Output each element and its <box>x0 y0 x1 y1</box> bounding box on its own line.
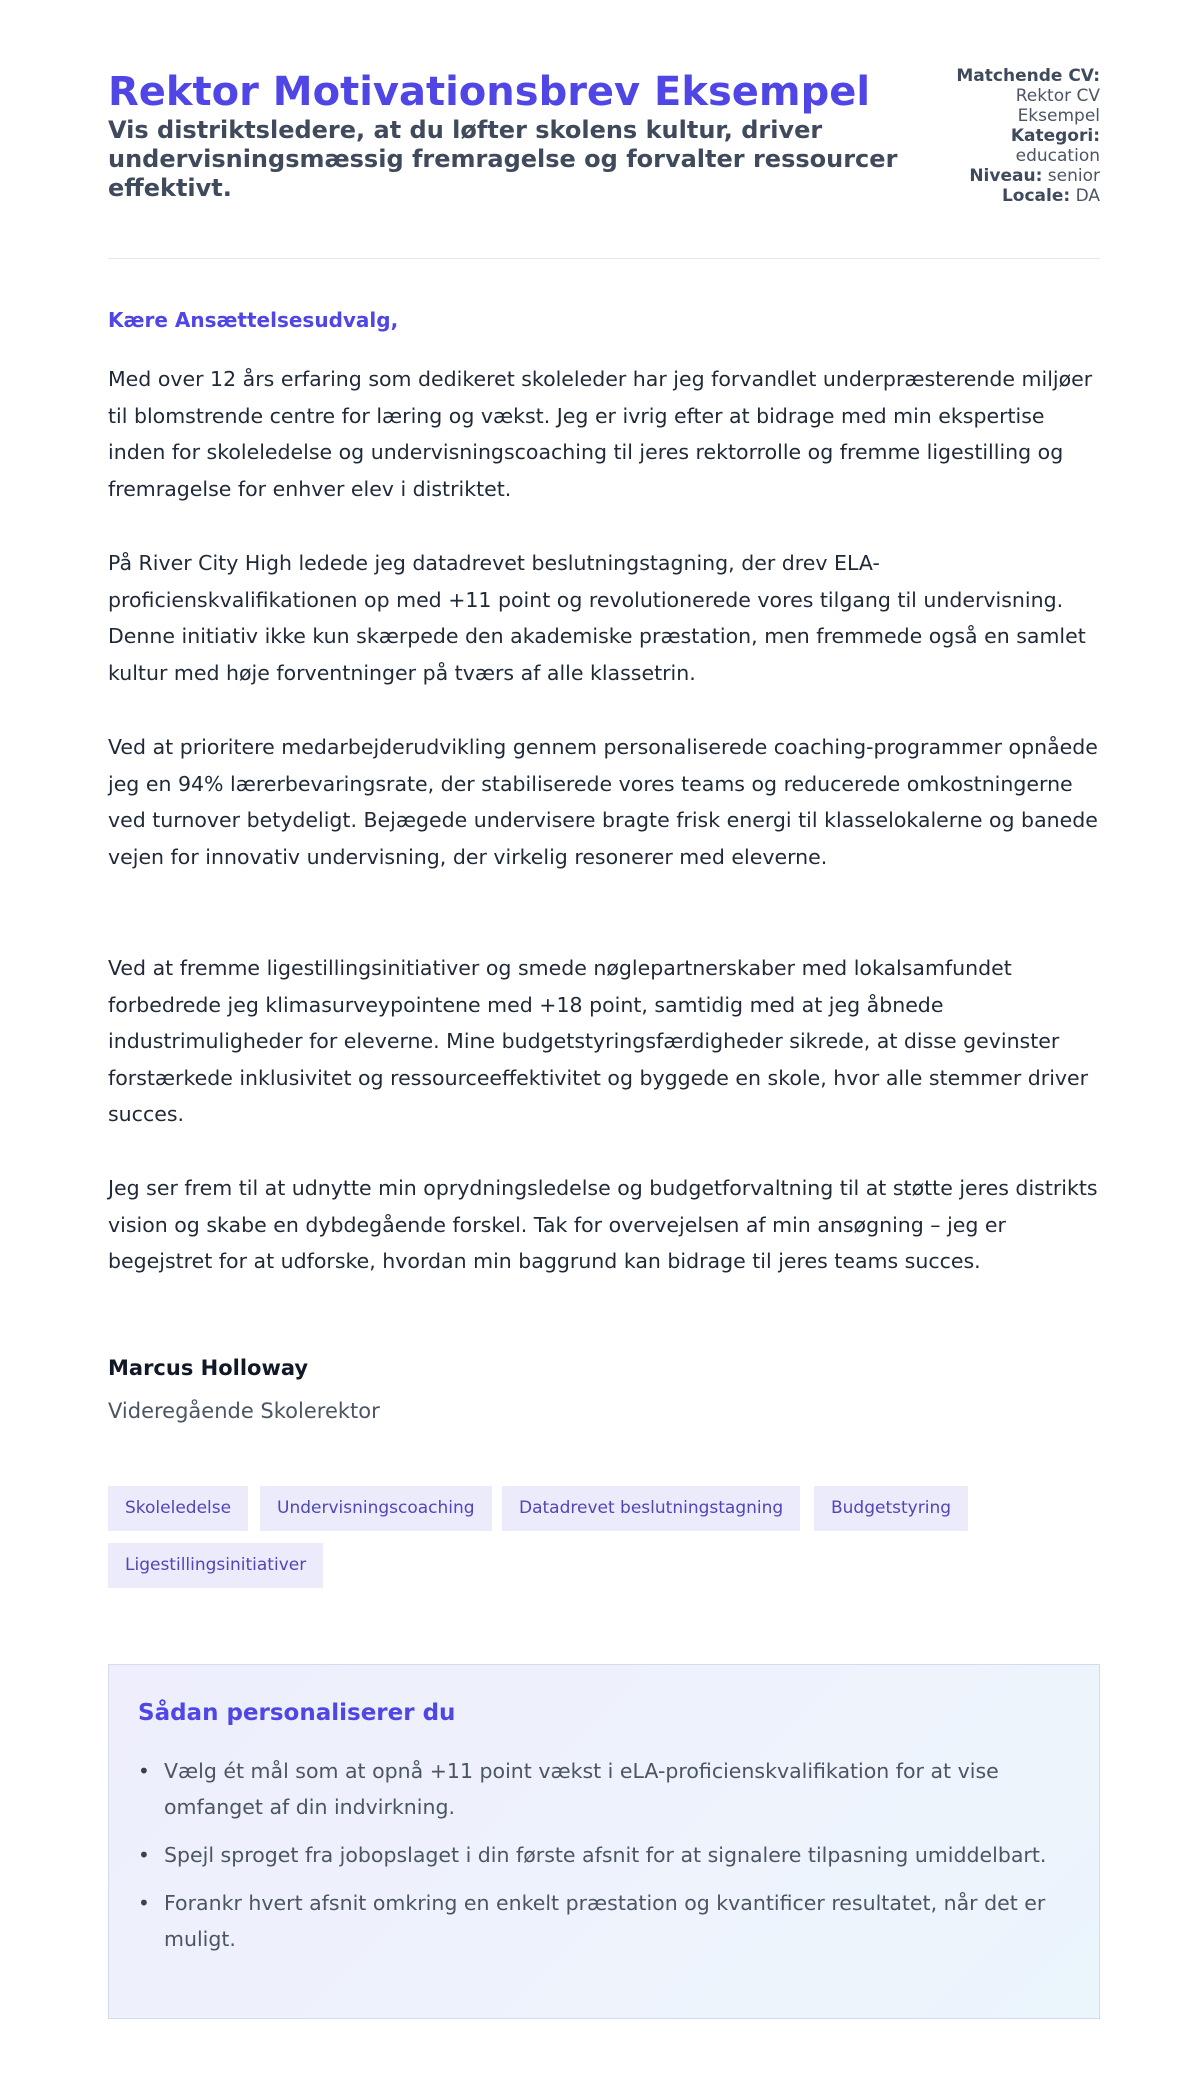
letter-paragraph-1: Med over 12 års erfaring som dedikeret skoleleder har jeg forvandlet underpræsterende miljøer til blomstrende centre for læring og vækst. Jeg er ivrig efter at bidrage med min ekspertise inden for skoleledelse og undervisningscoaching til jeres rektorrolle og fremme ligestilling og fremragelse for enhver elev i distriktet. <box>108 367 1093 501</box>
bullet-icon: • <box>138 1891 150 1915</box>
header-divider <box>108 258 1100 259</box>
letter-paragraph-3: Ved at prioritere medarbejderudvikling gennem personaliserede coaching-programmer opnåede jeg en 94% lærerbevaringsrate, der stabiliserede vores teams og reducerede omkostningerne ved turnover betydeligt. Bejægede undervisere bragte frisk energi til klasselokalerne og banede vejen for innovativ undervisning, der virkelig resonerer med eleverne. <box>108 735 1098 869</box>
tag-undervisningscoaching[interactable]: Undervisningscoaching <box>260 1486 492 1531</box>
locale-row <box>900 186 1100 206</box>
letter-paragraph-5: Jeg ser frem til at udnytte min oprydningsledelse og budgetforvaltning til at støtte jeres distrikts vision og skabe en dybdegående forskel. Tak for overvejelsen af min ansøgning – jeg er begejstret for at udforske, hvordan min baggrund kan bidrage til jeres teams succes. <box>108 1176 1098 1273</box>
level-row <box>900 166 1100 186</box>
bullet-icon: • <box>138 1843 150 1867</box>
tips-list <box>138 1753 1068 1969</box>
tip-text: Spejl sproget fra jobopslaget i din første afsnit for at signalere tilpasning umiddelbart. <box>164 1843 1047 1867</box>
tip-item <box>138 1837 1068 1873</box>
category-value: education <box>1015 146 1100 166</box>
tip-item <box>138 1885 1068 1957</box>
bullet-icon: • <box>138 1759 150 1783</box>
letter-paragraph-2: På River City High ledede jeg datadrevet beslutningstagning, der drev ELA-proficienskvalifikationen op med +11 point og revolutionerede vores tilgang til undervisning. Denne initiativ ikke kun skærpede den akademiske præstation, men fremmede også en samlet kultur med høje forventninger på tværs af alle klassetrin. <box>108 551 1086 685</box>
signature-name: Marcus Holloway <box>108 1356 309 1380</box>
page-title: Rektor Motivationsbrev Eksempel <box>108 69 871 115</box>
level-label: Niveau: <box>969 166 1043 186</box>
tag-budgetstyring[interactable]: Budgetstyring <box>814 1486 968 1531</box>
tag-ligestillingsinitiativer[interactable]: Ligestillingsinitiativer <box>108 1543 323 1588</box>
page-subtitle: Vis distriktsledere, at du løfter skolens kultur, driver undervisningsmæssig fremragelse og forvalter ressourcer effektivt. <box>108 116 898 202</box>
signature-title: Videregående Skolerektor <box>108 1399 380 1423</box>
letter-greeting: Kære Ansættelsesudvalg, <box>108 308 399 332</box>
tag-skoleledelse[interactable]: Skoleledelse <box>108 1486 248 1531</box>
tag-datadrevet-beslutningstagning[interactable]: Datadrevet beslutningstagning <box>502 1486 800 1531</box>
matching-cv-value-line2[interactable]: Eksempel <box>1017 106 1100 126</box>
locale-value: DA <box>1075 186 1100 206</box>
letter-paragraph-4: Ved at fremme ligestillingsinitiativer og smede nøglepartnerskaber med lokalsamfundet forbedrede jeg klimasurveypointene med +18 point, samtidig med at jeg åbnede industrimuligheder for eleverne. Mine budgetstyringsfærdigheder sikrede, at disse gevinster forstærkede inklusivitet og ressourceeffektivitet og byggede en skole, hvor alle stemmer driver succes. <box>108 956 1089 1126</box>
tip-text: Forankr hvert afsnit omkring en enkelt præstation og kvantificer resultatet, når det er muligt. <box>164 1891 1046 1951</box>
tip-item <box>138 1753 1068 1825</box>
locale-label: Locale: <box>1001 186 1071 206</box>
tips-title: Sådan personaliserer du <box>138 1700 456 1726</box>
meta-panel <box>900 66 1100 206</box>
tip-text: Vælg ét mål som at opnå +11 point vækst i eLA-proficienskvalifikation for at vise omfanget af din indvirkning. <box>164 1759 999 1819</box>
page-header <box>108 66 1100 261</box>
cover-letter-page <box>108 0 1100 2075</box>
matching-cv-label: Matchende CV: <box>956 66 1100 86</box>
level-value: senior <box>1047 166 1100 186</box>
category-label: Kategori: <box>1010 126 1100 146</box>
personalization-tips <box>108 1664 1100 2019</box>
matching-cv-value-line1[interactable]: Rektor CV <box>1015 86 1100 106</box>
